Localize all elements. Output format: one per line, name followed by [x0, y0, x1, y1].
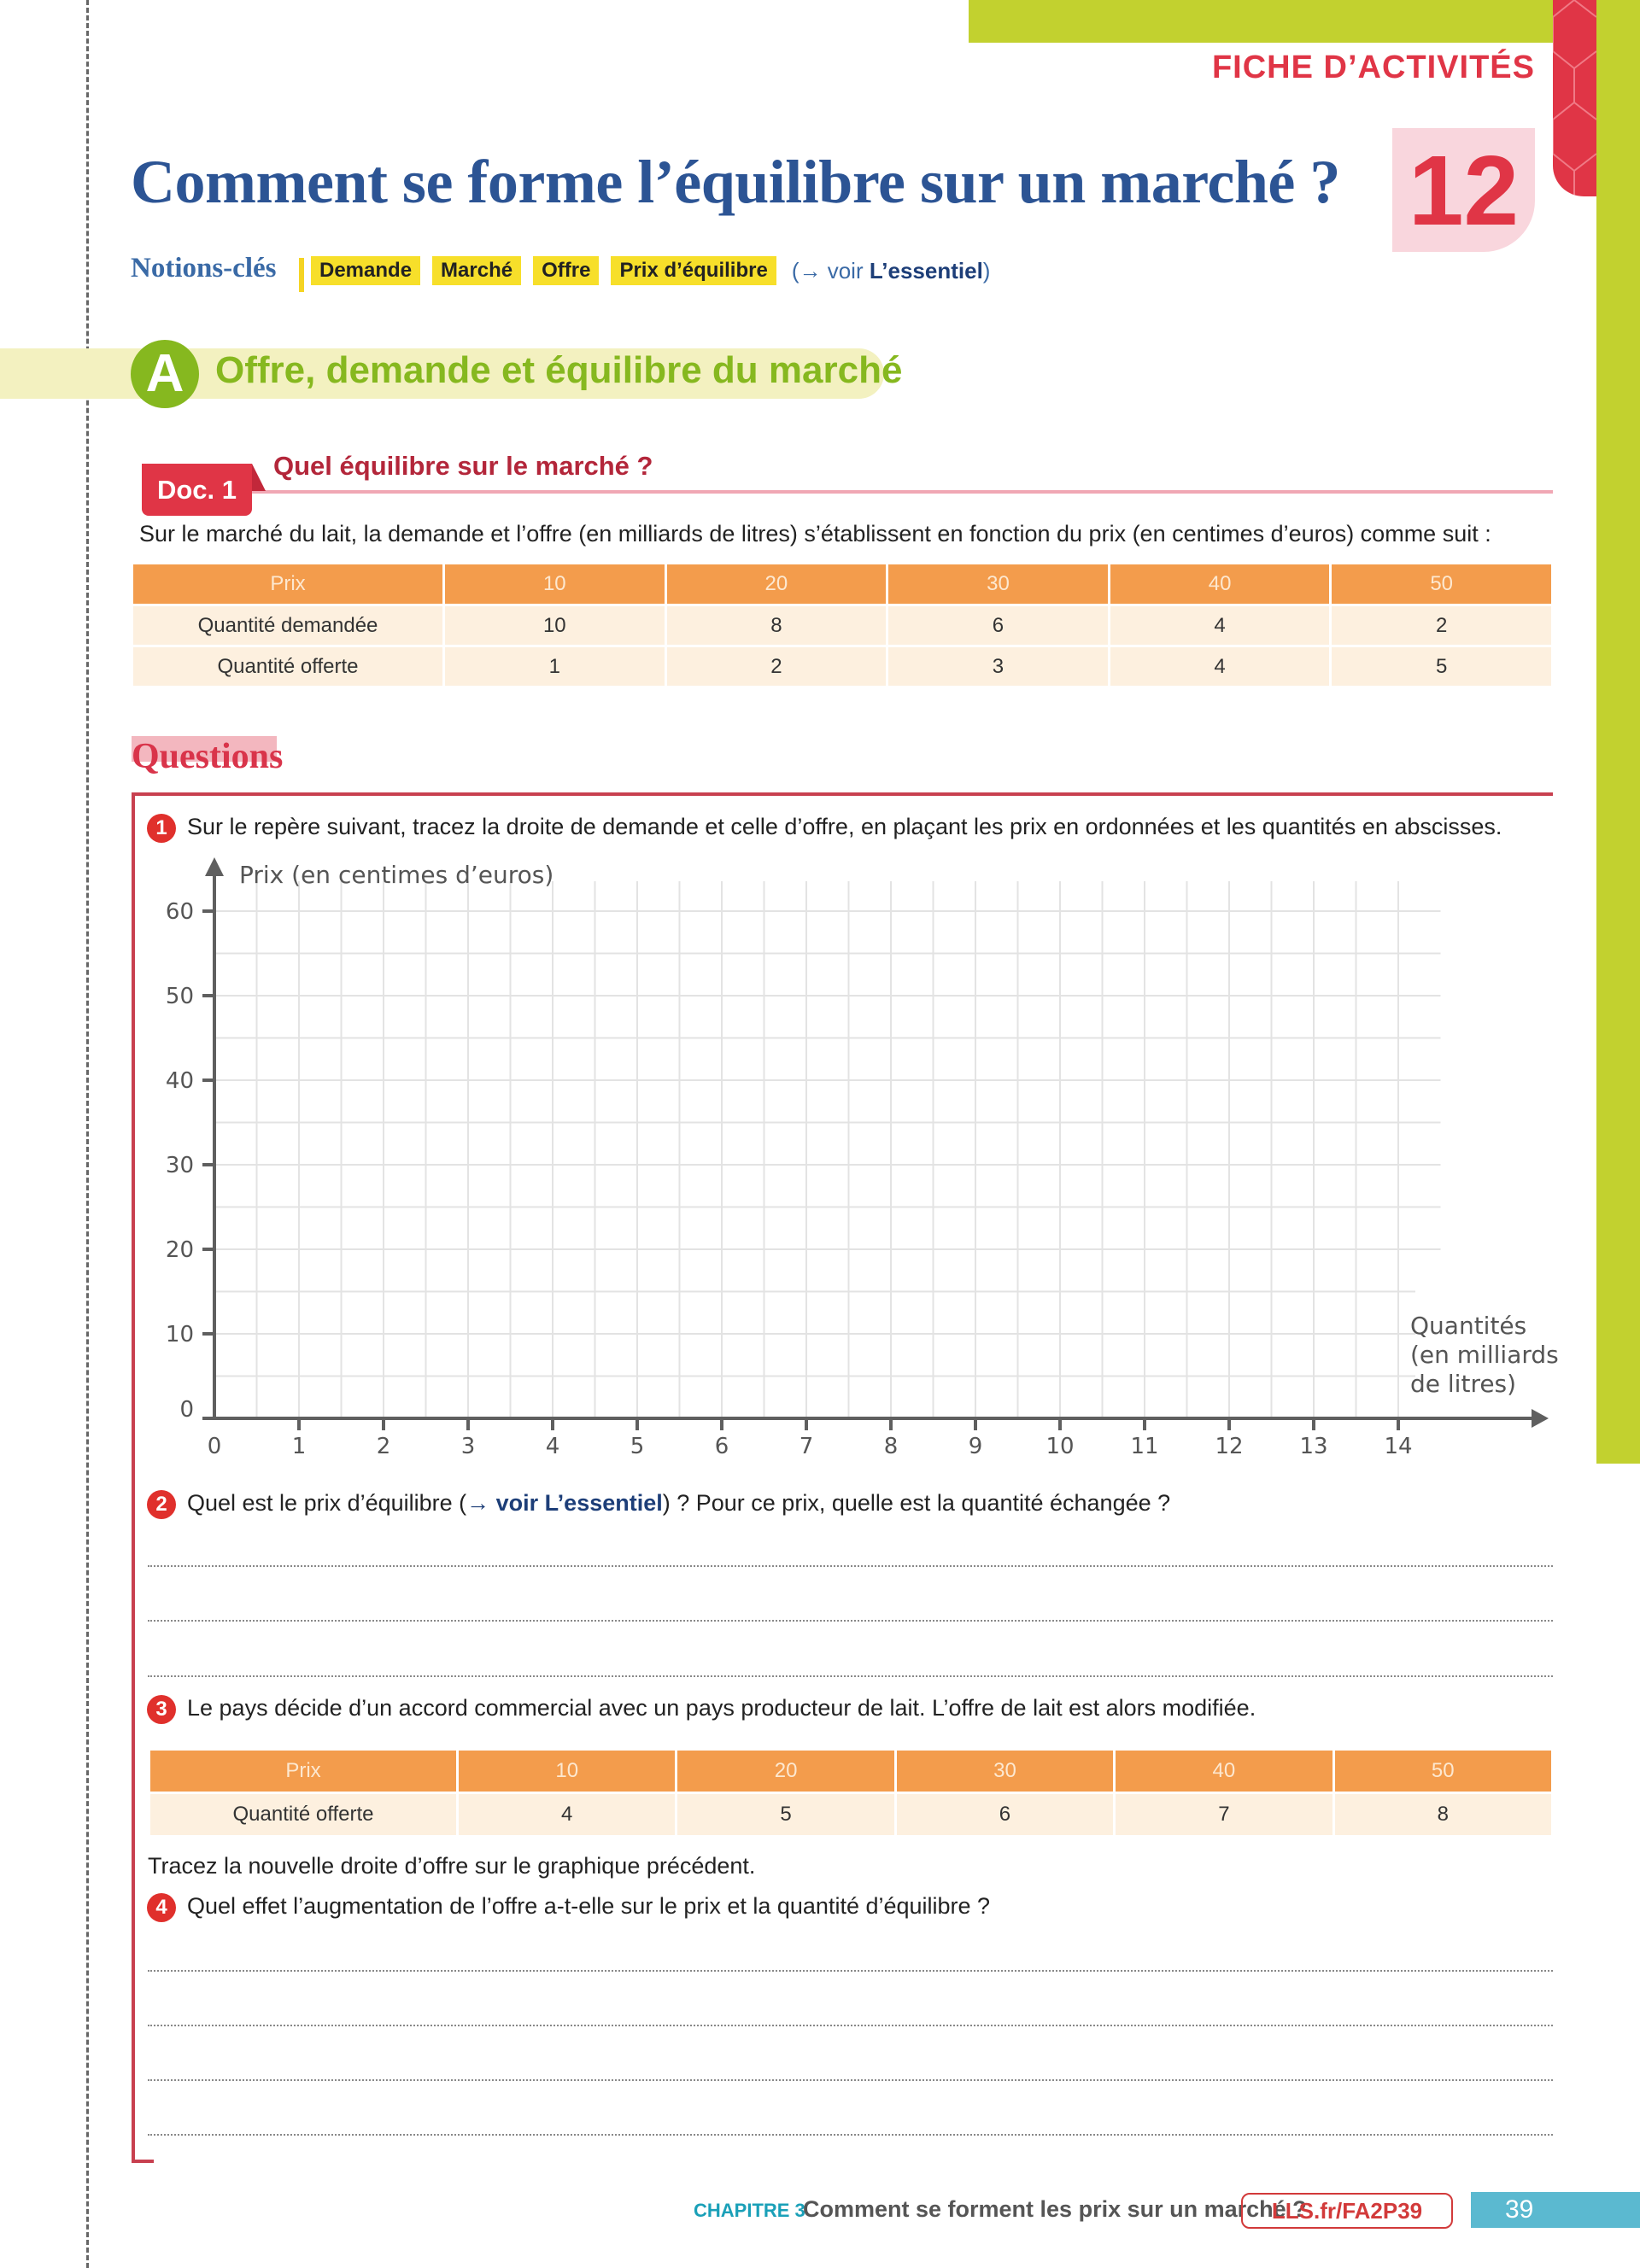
table-header-cell: Prix	[133, 564, 442, 604]
table-cell: 8	[1335, 1794, 1551, 1835]
q3-table	[148, 1748, 1554, 1838]
voir-prefix: (→ voir	[791, 257, 870, 284]
chip-marche[interactable]: Marché	[432, 256, 521, 285]
y-axis-arrow-icon	[205, 857, 224, 876]
x-tick-label: 11	[1130, 1434, 1159, 1459]
table-cell: 10	[445, 606, 665, 645]
chart-axes	[202, 857, 1549, 1430]
table-cell: 1	[445, 647, 665, 686]
notions-label: Notions-clés	[131, 253, 277, 284]
table-header-cell: 40	[1116, 1751, 1332, 1792]
x-tick-label: 6	[714, 1434, 729, 1459]
activity-number: 12	[1408, 135, 1520, 246]
q2-text-before: Quel est le prix d’équilibre (	[187, 1490, 467, 1516]
answer-line[interactable]	[148, 1620, 1553, 1622]
essentiel-link[interactable]: L’essentiel	[869, 257, 983, 284]
table-cell: Quantité offerte	[133, 647, 442, 686]
table-header-row	[150, 1751, 1551, 1792]
table-cell: 2	[667, 647, 887, 686]
section-title: Offre, demande et équilibre du marché	[215, 349, 903, 391]
x-axis-label: Quantités (en milliards de litres)	[1410, 1312, 1559, 1398]
table-row	[150, 1794, 1551, 1835]
answer-line[interactable]	[148, 2079, 1553, 2081]
chip-offre[interactable]: Offre	[533, 256, 599, 285]
table-cell: 6	[888, 606, 1108, 645]
table-header-cell: 30	[888, 564, 1108, 604]
x-tick-label: 3	[460, 1434, 476, 1459]
x-tick-label: 12	[1215, 1434, 1244, 1459]
y-axis-label: Prix (en centimes d’euros)	[239, 861, 554, 889]
question-2-text	[187, 1490, 1170, 1517]
chip-prix-equilibre[interactable]: Prix d’équilibre	[611, 256, 776, 285]
question-1-text: Sur le repère suivant, tracez la droite de demande et celle d’offre, en plaçant les prix en ordonnées et les quantités en abscisses.	[187, 814, 1502, 839]
answer-line[interactable]	[148, 1970, 1553, 1972]
question-4-text: Quel effet l’augmentation de l’offre a-t-elle sur le prix et la quantité d’équilibre ?	[187, 1893, 991, 1919]
table-cell: 4	[1110, 647, 1330, 686]
answer-line[interactable]	[148, 2025, 1553, 2026]
questions-box-border-bottom	[132, 2160, 154, 2163]
table-cell: 5	[1332, 647, 1551, 686]
table-header-cell: 20	[667, 564, 887, 604]
question-number-4: 4	[147, 1893, 176, 1922]
y-tick-label: 30	[165, 1153, 194, 1178]
chip-demande[interactable]: Demande	[311, 256, 420, 285]
question-3-text: Le pays décide d’un accord commercial avec un pays producteur de lait. L’offre de lait est alors modifiée.	[187, 1695, 1256, 1721]
table-cell: 3	[888, 647, 1108, 686]
y-tick-label: 40	[165, 1068, 194, 1094]
question-number-3: 3	[147, 1695, 176, 1724]
doc-title: Quel équilibre sur le marché ?	[273, 451, 653, 481]
y-tick-label: 10	[165, 1322, 194, 1347]
chart-grid	[214, 881, 1441, 1418]
doc-badge: Doc. 1	[142, 464, 252, 516]
table-cell: 2	[1332, 606, 1551, 645]
q2-essentiel-link[interactable]: → voir L’essentiel	[466, 1490, 663, 1516]
table-cell: 5	[677, 1794, 893, 1835]
x-tick-label: 9	[968, 1434, 983, 1459]
answer-line[interactable]	[148, 1565, 1553, 1567]
question-number-2: 2	[147, 1490, 176, 1519]
x-tick-label: 2	[376, 1434, 391, 1459]
x-tick-label: 0	[207, 1434, 222, 1459]
table-header-cell: 50	[1332, 564, 1551, 604]
x-tick-label: 5	[630, 1434, 645, 1459]
sheet-type-label: FICHE D’ACTIVITÉS	[1211, 50, 1535, 85]
answer-line[interactable]	[148, 2134, 1553, 2136]
x-tick-label: 8	[883, 1434, 899, 1459]
doc-intro: Sur le marché du lait, la demande et l’offre (en milliards de litres) s’établissent en fonction du prix (en centimes d’euros) comme suit :	[139, 521, 1491, 547]
answer-line[interactable]	[148, 1675, 1553, 1677]
x-tick-label: 14	[1384, 1434, 1413, 1459]
table-header-cell: Prix	[150, 1751, 456, 1792]
x-axis-arrow-icon	[1532, 1409, 1549, 1428]
section-letter: A	[131, 340, 199, 408]
q2-text-after: ) ? Pour ce prix, quelle est la quantité échangée ?	[662, 1490, 1171, 1516]
table-cell: 8	[667, 606, 887, 645]
x-tick-label: 10	[1046, 1434, 1075, 1459]
table-header-cell: 20	[677, 1751, 893, 1792]
table-cell: Quantité offerte	[150, 1794, 456, 1835]
table-cell: 4	[1110, 606, 1330, 645]
table-header-cell: 30	[897, 1751, 1113, 1792]
table-cell: 4	[459, 1794, 675, 1835]
page-number: 39	[1471, 2192, 1640, 2228]
q3-instruction: Tracez la nouvelle droite d’offre sur le graphique précédent.	[148, 1853, 756, 1879]
x-tick-label: 7	[799, 1434, 814, 1459]
table-header-cell: 10	[459, 1751, 675, 1792]
page-title: Comment se forme l’équilibre sur un marché ?	[131, 148, 1340, 216]
table-cell: 7	[1116, 1794, 1332, 1835]
questions-title: Questions	[132, 737, 284, 776]
table-cell: 6	[897, 1794, 1113, 1835]
y-tick-label: 50	[165, 984, 194, 1009]
y-tick-label: 0	[179, 1397, 194, 1423]
table-cell: Quantité demandée	[133, 606, 442, 645]
footer-chapter: CHAPITRE 3	[694, 2200, 805, 2221]
question-number-1: 1	[147, 814, 176, 843]
footer-link[interactable]: LLS.fr/FA2P39	[1241, 2193, 1453, 2229]
table-header-cell: 10	[445, 564, 665, 604]
x-tick-label: 4	[545, 1434, 560, 1459]
footer-chapter-title: Comment se forment les prix sur un marché ?	[803, 2196, 1307, 2222]
y-tick-label: 60	[165, 899, 194, 925]
y-tick-label: 20	[165, 1237, 194, 1263]
x-tick-label: 1	[291, 1434, 307, 1459]
x-tick-label: 13	[1299, 1434, 1328, 1459]
voir-suffix: )	[982, 257, 991, 284]
table-header-cell: 50	[1335, 1751, 1551, 1792]
table-header-cell: 40	[1110, 564, 1330, 604]
